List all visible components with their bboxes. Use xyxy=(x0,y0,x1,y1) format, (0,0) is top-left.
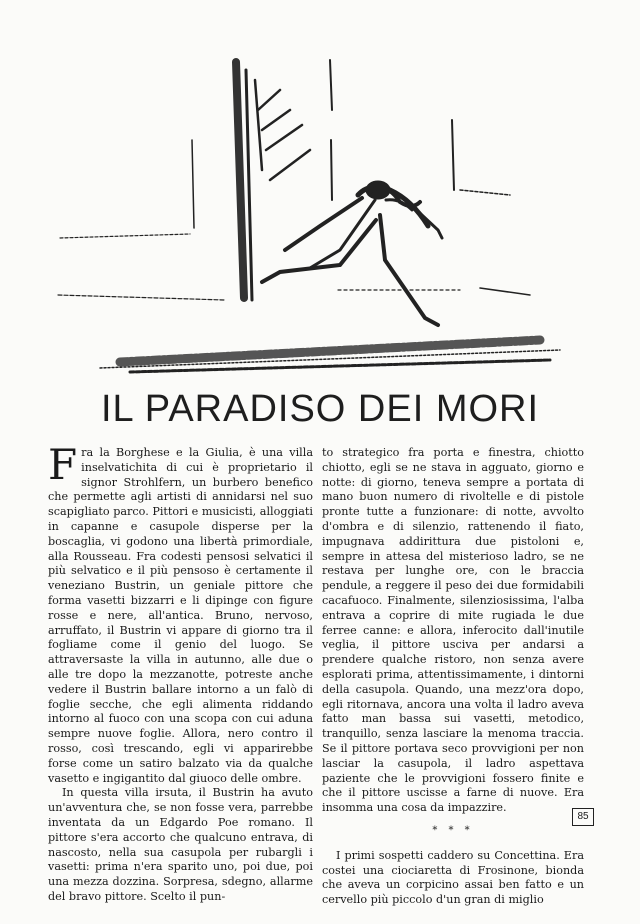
drop-cap: F xyxy=(48,440,78,489)
left-column xyxy=(48,440,313,905)
article-title: IL PARADISO DEI MORI xyxy=(100,388,540,430)
running-man-illustration xyxy=(40,50,570,390)
paragraph-1-text: ra la Borghese e la Giulia, è una villa inselvatichita di cui è proprietario il signor Strohlfern, un burbero benefico che permette agli artisti di annidarsi nel suo scapigliato parco. Pittori e musicisti, alloggiati in capanne e casupole disperse per la boscaglia, vi godono una libertà primordiale, alla Rousseau. Fra codesti pensosi selvatici il più selvatico e il più pensoso è certamente il veneziano Bustrin, un geniale pittore che forma vasetti bizzarri e li dipinge con figure rosse e nere, all'antica. Bruno, nervoso, arruffato, il Bustrin vi appare di giorno tra il fogliame come il genio del luogo. Se attraversaste la villa in autunno, alle due o alle tre dopo la mezzanotte, potreste anche vedere il Bustrin ballare intorno a un falò di foglie secche, che egli alimenta riddando intorno al fuoco con una scopa con cui aduna sempre nuove foglie. Allora, nero contro il rosso, così trescando, egli vi apparirebbe forse come un satiro balzato via da qualche vasetto e ingigantito dal giuoco delle ombre. xyxy=(48,446,313,785)
paragraph-4: I primi sospetti caddero su Concettina. Era costei una ciociaretta di Frosinone, bionda che aveva un corpicino assai ben fatto e un cervello più piccolo d'un gran di miglio xyxy=(322,848,584,907)
paragraph-1 xyxy=(48,440,313,786)
paragraph-2: In questa villa irsuta, il Bustrin ha avuto un'avventura che, se non fosse vera, parrebbe inventata da un Edgardo Poe romano. Il pittore s'era accorto che qualcuno entrava, di nascosto, nella sua casupola per rubargli i vasetti: prima n'era sparito uno, poi due, poi una mezza dozzina. Sorpresa, sdegno, allarme del bravo pittore. Scelto il pun- xyxy=(48,786,313,903)
paragraph-3: to strategico fra porta e finestra, chiotto chiotto, egli se ne stava in agguato, giorno e notte: di giorno, teneva sempre a portata di mano buon numero di rivoltelle e di pistole pronte tutte a funzionare: di notte, avvolto d'ombra e di silenzio, rattenendo il fiato, impugnava addirittura due pistoloni e, sempre in attesa del misterioso ladro, se ne restava per lunghe ore, con le braccia pendule, a reggere il peso dei due formidabili cacafuoco. Finalmente, silenziosissima, l'alba entrava a coprire di mite rugiada le due ferree canne: e allora, inferocito dall'inutile veglia, il pittore usciva per andarsi a prendere qualche ristoro, non senza avere esplorati prima, attentissimamente, i dintorni della casupola. Quando, una mezz'ora dopo, egli ritornava, ancora una volta il ladro aveva fatto man bassa sui vasetti, metodico, tranquillo, senza lasciare la menoma traccia. Se il pittore portava seco provvigioni per non lasciar la casupola, il ladro aspettava paziente che le provvigioni fossero finite e che il pittore uscisse a farne di nuove. Era insomma una cosa da impazzire. xyxy=(322,446,584,815)
section-separator: * * * xyxy=(432,824,474,836)
right-column xyxy=(322,446,584,908)
page-number: 85 xyxy=(572,808,594,826)
